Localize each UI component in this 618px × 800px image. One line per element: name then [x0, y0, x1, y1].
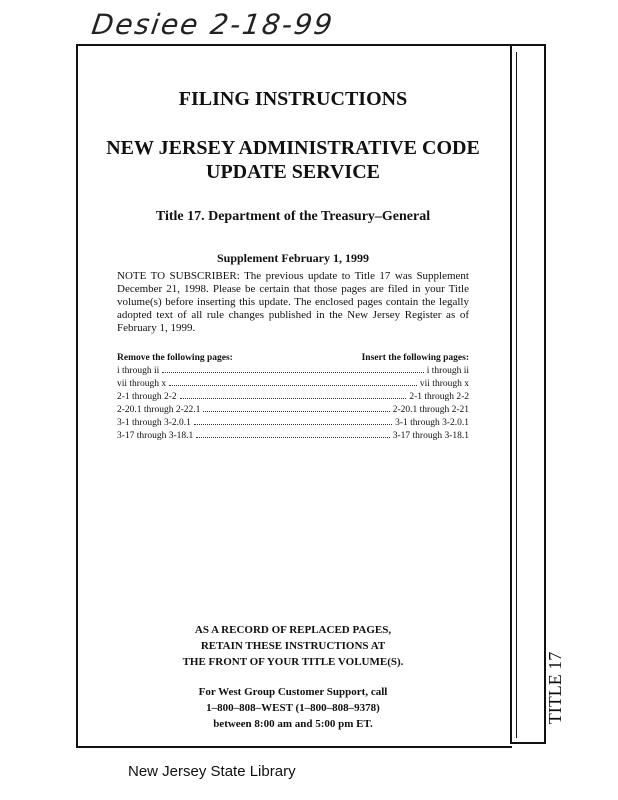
- code-title-line2: UPDATE SERVICE: [206, 161, 380, 183]
- leader-dots: [169, 384, 417, 386]
- customer-support: [76, 684, 510, 732]
- table-row: [117, 365, 469, 378]
- leader-dots: [162, 371, 424, 373]
- insert-cell: 3-17 through 3-18.1: [392, 431, 469, 441]
- insert-cell: 2-20.1 through 2-21: [392, 405, 469, 415]
- table-header: [117, 352, 469, 365]
- insert-header: Insert the following pages:: [361, 353, 469, 363]
- support-phone: 1–800–808–WEST (1–800–808–9378): [206, 702, 380, 714]
- insert-cell: i through ii: [426, 366, 469, 376]
- supplement-date: Supplement February 1, 1999: [216, 251, 369, 265]
- table-row: [117, 417, 469, 430]
- remove-cell: i through ii: [117, 366, 160, 376]
- leader-dots: [196, 436, 389, 438]
- handwritten-note: Desiee 2-18-99: [89, 8, 337, 41]
- pages-table: [117, 352, 469, 443]
- insert-cell: 2-1 through 2-2: [409, 392, 469, 402]
- remove-cell: 2-20.1 through 2-22.1: [117, 405, 201, 415]
- record-line2: RETAIN THESE INSTRUCTIONS AT: [200, 640, 386, 652]
- tab-label: TITLE 17: [545, 651, 565, 725]
- leader-dots: [180, 397, 407, 399]
- page-heading: FILING INSTRUCTIONS: [178, 88, 408, 110]
- library-stamp: New Jersey State Library: [128, 763, 296, 780]
- table-row: [117, 404, 469, 417]
- record-line3: THE FRONT OF YOUR TITLE VOLUME(S).: [182, 656, 404, 668]
- support-hours: between 8:00 am and 5:00 pm ET.: [213, 718, 373, 730]
- title-line: Title 17. Department of the Treasury–General: [155, 209, 431, 224]
- remove-cell: 3-17 through 3-18.1: [117, 431, 194, 441]
- table-row: [117, 430, 469, 443]
- table-row: [117, 378, 469, 391]
- record-line1: AS A RECORD OF REPLACED PAGES,: [194, 624, 392, 636]
- remove-cell: 3-1 through 3-2.0.1: [117, 418, 191, 428]
- remove-cell: 2-1 through 2-2: [117, 392, 177, 402]
- tab-divider: [516, 52, 517, 738]
- subscriber-note: NOTE TO SUBSCRIBER: The previous update to Title 17 was Supplement December 21, 1998. Please be certain that those pages are filed in your Title volume(s) before inserting this update. The enclosed pages contain the legally adopted text of all rule changes published in the New Jersey Register as of February 1, 1999.: [117, 270, 469, 334]
- leader-dots: [203, 410, 389, 412]
- table-row: [117, 391, 469, 404]
- insert-cell: vii through x: [419, 379, 469, 389]
- code-title-line1: NEW JERSEY ADMINISTRATIVE CODE: [106, 137, 480, 159]
- insert-cell: 3-1 through 3-2.0.1: [395, 418, 469, 428]
- code-title: [76, 136, 510, 184]
- support-line1: For West Group Customer Support, call: [198, 686, 388, 698]
- leader-dots: [194, 423, 392, 425]
- remove-cell: vii through x: [117, 379, 167, 389]
- record-instructions: [76, 622, 510, 670]
- remove-header: Remove the following pages:: [117, 353, 233, 363]
